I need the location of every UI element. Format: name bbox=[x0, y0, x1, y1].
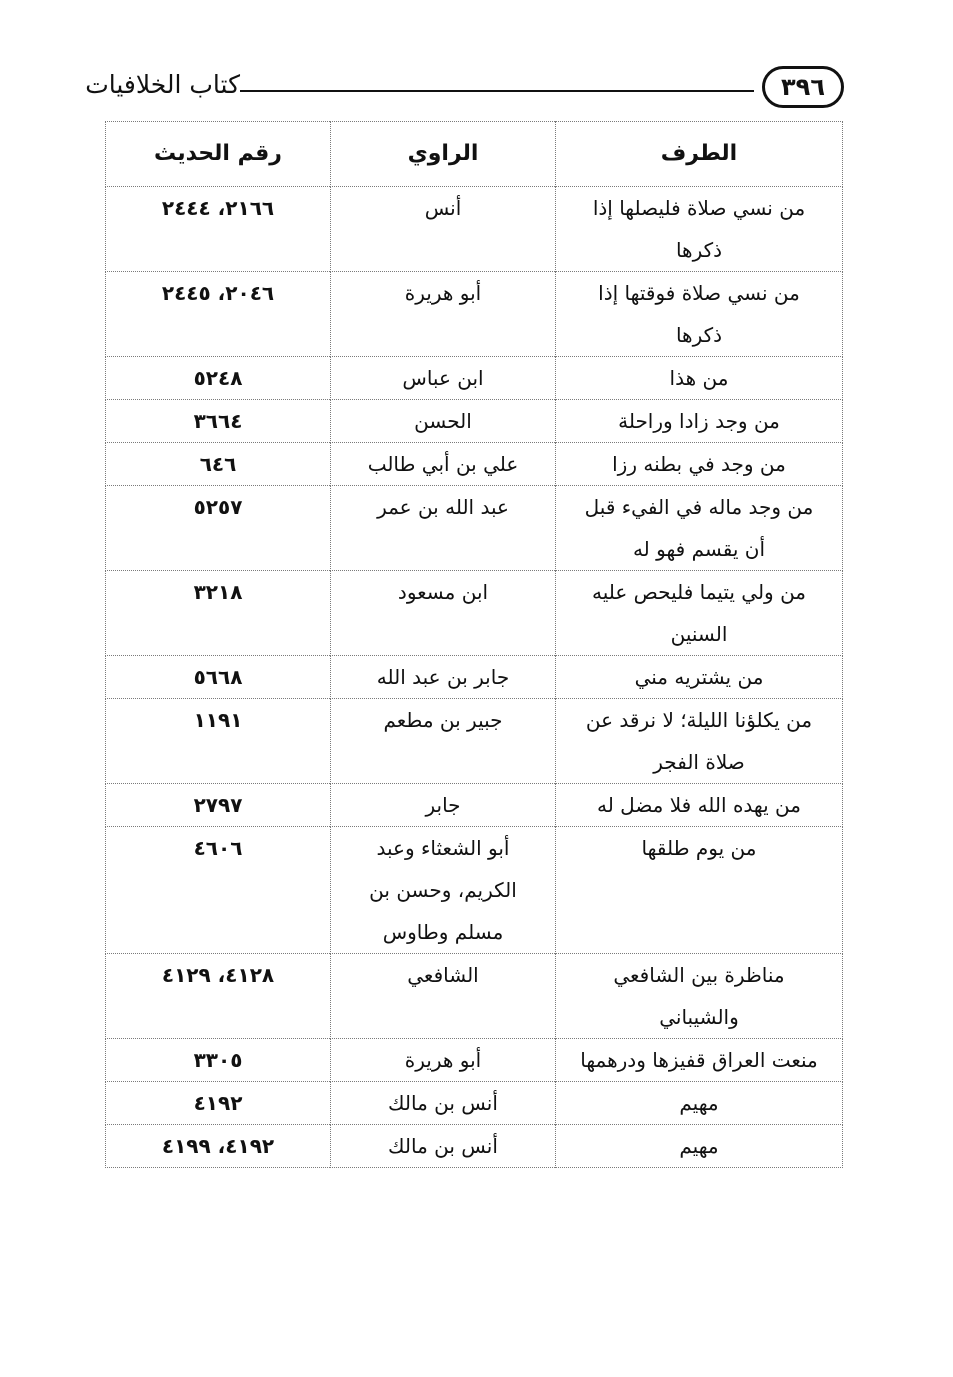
book-title: كتاب الخلافيات bbox=[85, 70, 240, 99]
cell-tarf: منعت العراق قفيزها ودرهمها bbox=[556, 1039, 843, 1082]
cell-raqm: ٢٧٩٧ bbox=[106, 784, 331, 827]
cell-tarf: مهيم bbox=[556, 1082, 843, 1125]
cell-raqm: ٦٤٦ bbox=[106, 443, 331, 486]
cell-tarf: مهيم bbox=[556, 1125, 843, 1168]
table-row bbox=[106, 784, 843, 827]
page-number-badge: ٣٩٦ bbox=[762, 66, 844, 108]
table-row bbox=[106, 357, 843, 400]
cell-rawi: أبو الشعثاء وعبد الكريم، وحسن بن مسلم وطاوس bbox=[331, 827, 556, 954]
table-row bbox=[106, 187, 843, 272]
cell-rawi: جابر bbox=[331, 784, 556, 827]
table-row bbox=[106, 486, 843, 571]
table-row bbox=[106, 656, 843, 699]
table-row bbox=[106, 272, 843, 357]
table-row bbox=[106, 827, 843, 954]
cell-tarf: من هذا bbox=[556, 357, 843, 400]
cell-tarf: من وجد في بطنه رزا bbox=[556, 443, 843, 486]
cell-raqm: ٢٠٤٦، ٢٤٤٥ bbox=[106, 272, 331, 357]
cell-rawi: ابن مسعود bbox=[331, 571, 556, 656]
cell-rawi: عبد الله بن عمر bbox=[331, 486, 556, 571]
column-header-rawi: الراوي bbox=[331, 122, 556, 187]
cell-tarf: من وجد زادا وراحلة bbox=[556, 400, 843, 443]
table-row bbox=[106, 699, 843, 784]
cell-raqm: ٢١٦٦، ٢٤٤٤ bbox=[106, 187, 331, 272]
cell-rawi: ابن عباس bbox=[331, 357, 556, 400]
cell-rawi: أنس bbox=[331, 187, 556, 272]
cell-tarf: من يهده الله فلا مضل له bbox=[556, 784, 843, 827]
column-header-raqm: رقم الحديث bbox=[106, 122, 331, 187]
cell-tarf: من يوم طلقها bbox=[556, 827, 843, 954]
cell-tarf: من ولي يتيما فليحص عليه السنين bbox=[556, 571, 843, 656]
cell-rawi: أبو هريرة bbox=[331, 1039, 556, 1082]
cell-raqm: ٤١٩٢، ٤١٩٩ bbox=[106, 1125, 331, 1168]
cell-raqm: ٤٦٠٦ bbox=[106, 827, 331, 954]
cell-raqm: ٤١٢٨، ٤١٢٩ bbox=[106, 954, 331, 1039]
table-header-row bbox=[106, 122, 843, 187]
page-header bbox=[85, 62, 846, 118]
cell-rawi: الحسن bbox=[331, 400, 556, 443]
table-row bbox=[106, 1039, 843, 1082]
header-rule bbox=[240, 90, 754, 92]
table-row bbox=[106, 954, 843, 1039]
cell-tarf: من نسي صلاة فليصلها إذا ذكرها bbox=[556, 187, 843, 272]
cell-tarf: من يكلؤنا الليلة؛ لا نرقد عن صلاة الفجر bbox=[556, 699, 843, 784]
cell-rawi: أبو هريرة bbox=[331, 272, 556, 357]
cell-raqm: ٥٦٦٨ bbox=[106, 656, 331, 699]
cell-tarf: مناظرة بين الشافعي والشيباني bbox=[556, 954, 843, 1039]
cell-raqm: ٣٢١٨ bbox=[106, 571, 331, 656]
cell-rawi: الشافعي bbox=[331, 954, 556, 1039]
cell-tarf: من يشتريه مني bbox=[556, 656, 843, 699]
table-row bbox=[106, 571, 843, 656]
hadith-index-table bbox=[105, 121, 843, 1168]
cell-rawi: جابر بن عبد الله bbox=[331, 656, 556, 699]
cell-raqm: ٤١٩٢ bbox=[106, 1082, 331, 1125]
column-header-tarf: الطرف bbox=[556, 122, 843, 187]
table-row bbox=[106, 443, 843, 486]
table-row bbox=[106, 400, 843, 443]
cell-raqm: ٥٢٤٨ bbox=[106, 357, 331, 400]
cell-rawi: جبير بن مطعم bbox=[331, 699, 556, 784]
cell-raqm: ١١٩١ bbox=[106, 699, 331, 784]
cell-raqm: ٣٦٦٤ bbox=[106, 400, 331, 443]
cell-raqm: ٥٢٥٧ bbox=[106, 486, 331, 571]
cell-rawi: علي بن أبي طالب bbox=[331, 443, 556, 486]
table-row bbox=[106, 1082, 843, 1125]
table-row bbox=[106, 1125, 843, 1168]
cell-rawi: أنس بن مالك bbox=[331, 1125, 556, 1168]
cell-raqm: ٣٣٠٥ bbox=[106, 1039, 331, 1082]
cell-tarf: من وجد ماله في الفيء قبل أن يقسم فهو له bbox=[556, 486, 843, 571]
cell-tarf: من نسي صلاة فوقتها إذا ذكرها bbox=[556, 272, 843, 357]
cell-rawi: أنس بن مالك bbox=[331, 1082, 556, 1125]
